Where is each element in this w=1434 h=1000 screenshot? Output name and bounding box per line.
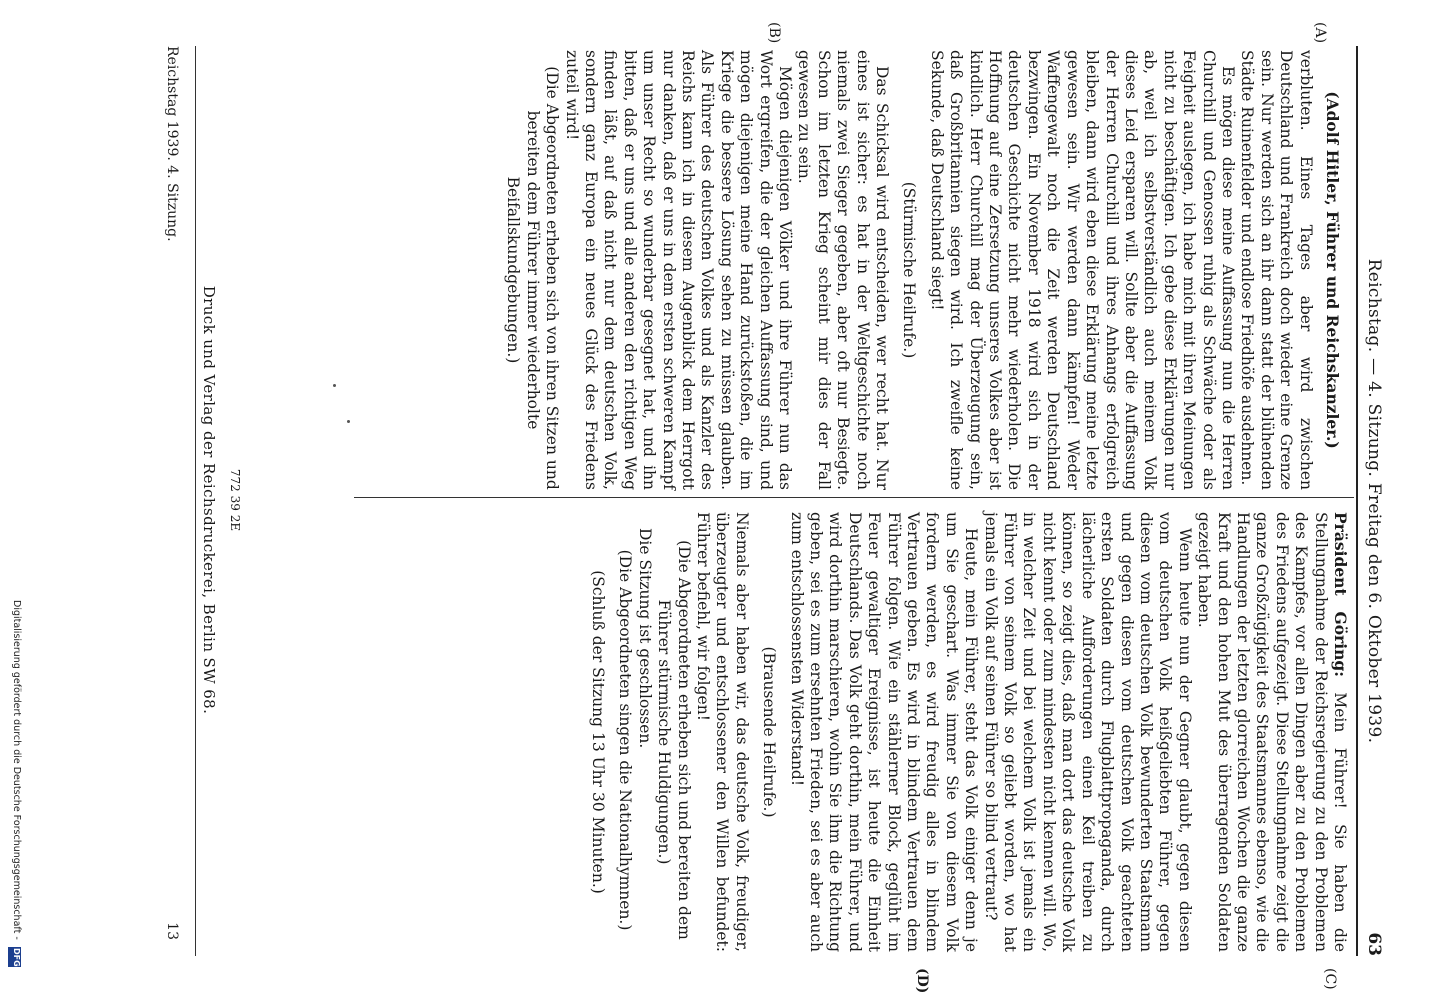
dfg-credit bbox=[6, 600, 22, 990]
stage-direction: (Die Abgeordneten erheben sich von ihren Sitzen und bereiten dem Führer immer wiederholte Beifallskundgebungen.) bbox=[504, 66, 562, 490]
speaker-hitler: (Adolf Hitler, Führer und Reichskanzler.) bbox=[1323, 91, 1342, 449]
column-divider bbox=[354, 497, 1354, 498]
page-number: 63 bbox=[1364, 932, 1384, 956]
stage-direction: (Die Abgeordneten singen die Nationalhymnen.) bbox=[616, 549, 635, 931]
scan-speck bbox=[347, 420, 350, 423]
right-column bbox=[580, 512, 1350, 952]
margin-marker-c: (C) bbox=[1322, 968, 1338, 990]
paragraph: Niemals aber haben wir, das deutsche Volk, freudiger, überzeugter und entschlossener den Willen befundet: Führer befiehl, wir folgen! bbox=[694, 512, 751, 952]
margin-marker-b: (B) bbox=[766, 22, 782, 44]
stage-direction: (Brausende Heilrufe.) bbox=[760, 646, 779, 818]
scan-speck bbox=[333, 384, 336, 387]
footer-page-number: 13 bbox=[164, 922, 180, 940]
dfg-credit-text: Digitalisierung gefördert durch die Deutsche Forschungsgemeinschaft - bbox=[11, 600, 22, 940]
paragraph: Mögen diejenigen Völker und ihre Führer nun das Wort ergreifen, die der gleichen Auffassung sind, und mögen diejenigen meine Hand zurückstoßen, die im Kriege die bessere Lösung sehen zu müssen glauben. Als Führer des deutschen Volkes und als Kanzler des Reichs kann ich in diesem Augenblick dem Herrgott nur danken, daß er uns in dem ersten schweren Kampf um unser Recht so wunderbar gesegnet hat, und ihn bitten, daß er uns und alle anderen den richtigen Weg finden läßt, auf daß nicht nur dem deutschen Volk, sondern ganz Europa ein neues Glück des Friedens zuteil wird! bbox=[562, 50, 795, 490]
imprint-code: 772 39 2E bbox=[228, 468, 242, 532]
header-rule bbox=[1356, 46, 1358, 956]
margin-marker-d: (D) bbox=[914, 968, 930, 994]
stage-direction: (Schluß der Sitzung 13 Uhr 30 Minuten.) bbox=[588, 570, 607, 894]
running-head-title: Reichstag. — 4. Sitzung. Freitag den 6. Oktober 1939. bbox=[1364, 258, 1384, 744]
footer-left: Reichstag 1939. 4. Sitzung. bbox=[164, 46, 180, 242]
paragraph: Wenn heute nun der Gegner glaubt, gegen diesen vom deutschen Volk heißgeliebten Führer, gegen diesen vom deutschen Volk bewunderten Staatsmann und gegen diesen vom deutschen Volk geachteten ersten Soldaten durch Flugblattpropaganda, durch lächerliche Aufforderungen einen Keil treiben zu können, so zeigt dies, daß man dort das deutsche Volk nicht kennt oder zum mindesten nicht kennen will. Wo, in welcher Zeit und bei welchem Volk ist jemals ein Führer von seinem Volk so geliebt worden, wo hat jemals ein Volk auf seinen Führer so blind vertraut? bbox=[981, 512, 1194, 952]
footer-rule bbox=[195, 46, 196, 956]
running-head bbox=[1358, 46, 1384, 956]
imprint: Druck und Verlag der Reichsdruckerei, Berlin SW 68. bbox=[200, 285, 218, 715]
paragraph: Es mögen diese meine Auffassung nun die Herren Churchill und Genossen ruhig als Schwäche oder als Feigheit auslegen, ich habe mich mit ihren Meinungen nicht zu beschäftigen. Ich gebe diese Erklärungen nur ab, weil ich selbstverständlich auch meinem Volk dieses Leid ersparen will. Sollte aber die Auffassung der Herren Churchill und ihres Anhangs erfolgreich bleiben, dann wird eben diese Erklärung meine letzte gewesen sein. Wir werden dann kämpfen! Weder Waffengewalt noch die Zeit werden Deutschland bezwingen. Ein November 1918 wird sich in der deutschen Geschichte nicht mehr wiederholen. Die Hoffnung auf eine Zersetzung unseres Volkes aber ist kindlich. Herr Churchill mag der Überzeugung sein, daß Großbritannien siegen wird. Ich zweifle keine Sekunde, daß Deutschland siegt! bbox=[927, 50, 1237, 490]
paragraph: verbluten. Eines Tages aber wird zwischen Deutschland und Frankreich doch wieder eine Grenze sein. Nur werden sich an ihr dann statt der blühenden Städte Ruinenfelder und endlose Friedhöfe ausdehnen. bbox=[1238, 50, 1315, 490]
stage-direction: (Stürmische Heilrufe.) bbox=[900, 181, 919, 359]
dfg-logo: DFG bbox=[8, 947, 21, 968]
left-column bbox=[503, 50, 1350, 490]
margin-marker-a: (A) bbox=[1312, 22, 1328, 44]
stage-direction: (Die Abgeordneten erheben sich und bereiten dem Führer stürmische Huldigungen.) bbox=[655, 540, 693, 940]
paragraph: Die Sitzung ist geschlossen. bbox=[635, 528, 654, 749]
paragraph: Das Schicksal wird entscheiden, wer recht hat. Nur eines ist sicher: es hat in der Weltgeschichte noch niemals zwei Sieger gegeben, aber oft nur Besiegte. Schon im letzten Krieg scheint mir dies der Fall gewesen zu sein. bbox=[795, 50, 892, 490]
paragraph: Heute, mein Führer, steht das Volk einiger denn je um Sie geschart. Was immer Sie von diesem Volk fordern werden, es wird freudig alles in blindem Vertrauen geben. Es wird in blindem Vertrauen dem Führer folgen. Wie ein stählerner Block, geglüht im Feuer gewaltiger Ereignisse, ist heute die Einheit Deutschlands. Das Volk geht dorthin, mein Führer, und wird dorthin marschieren, wohin Sie ihm die Richtung geben, sei es zum ersehnten Frieden, sei es aber auch zum entschlossensten Widerstand! bbox=[787, 512, 981, 952]
speaker-goering: Präsident Göring: bbox=[1331, 512, 1350, 677]
paragraph: Mein Führer! Sie haben die Stellungnahme der Reichsregierung zu den Problemen des Kampfes, vor allen Dingen aber zu den Problemen des Friedens aufgezeigt. Diese Stellungnahme zeigt die ganze Großzügigkeit des Staatsmannes ebenso, wie die Handlungen der letzten glorreichen Wochen die ganze Kraft und den hohen Mut des überragenden Soldaten gezeigt haben. bbox=[1195, 512, 1349, 952]
